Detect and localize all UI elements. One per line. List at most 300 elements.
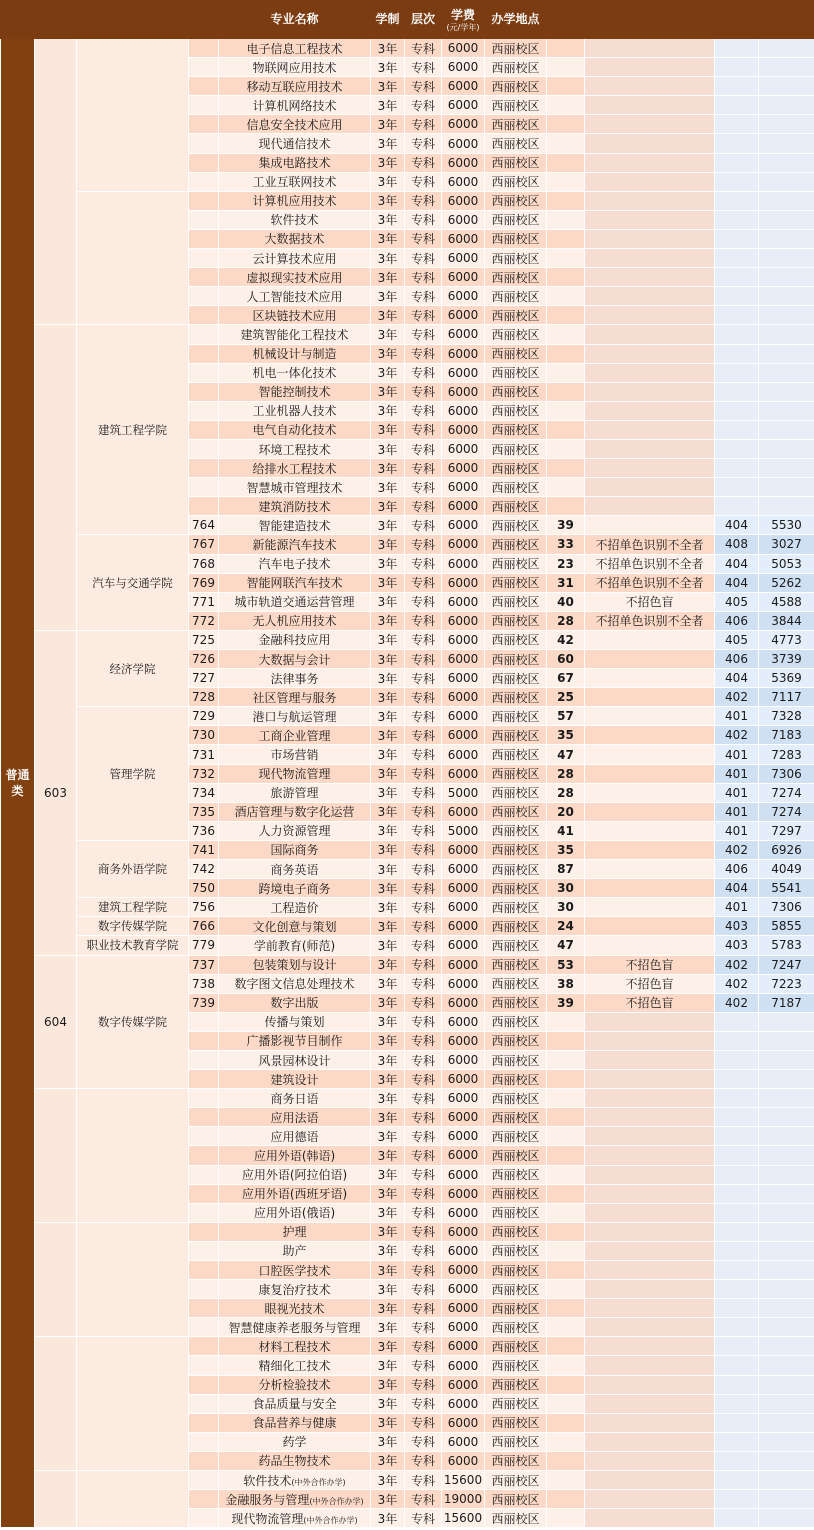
- tuition-fee: 6000: [442, 611, 485, 630]
- restriction-note: [585, 650, 715, 669]
- min-rank: 5783: [759, 936, 814, 955]
- restriction-note: [585, 1031, 715, 1050]
- duration: 3年: [371, 707, 405, 726]
- major-name: 工业机器人技术: [219, 401, 371, 420]
- tuition-fee: 6000: [442, 1413, 485, 1432]
- plan-count: 39: [547, 516, 585, 535]
- level: 专科: [405, 115, 442, 134]
- min-score: [715, 1509, 759, 1528]
- restriction-note: [585, 325, 715, 344]
- table-row: [1, 1089, 814, 1108]
- major-code: [189, 1050, 219, 1069]
- campus: 西丽校区: [485, 1184, 547, 1203]
- major-code: [189, 1337, 219, 1356]
- major-name: 建筑设计: [219, 1070, 371, 1089]
- major-code: 742: [189, 860, 219, 879]
- plan-count: [547, 439, 585, 458]
- major-code: [189, 1432, 219, 1451]
- level: 专科: [405, 1451, 442, 1470]
- restriction-note: [585, 210, 715, 229]
- group-code-cell: 603: [35, 630, 77, 955]
- restriction-note: 不招色盲: [585, 955, 715, 974]
- tuition-fee: 6000: [442, 58, 485, 77]
- restriction-note: [585, 1108, 715, 1127]
- restriction-note: 不招色盲: [585, 974, 715, 993]
- plan-count: [547, 134, 585, 153]
- min-score: [715, 306, 759, 325]
- min-rank: [759, 1241, 814, 1260]
- campus: 西丽校区: [485, 783, 547, 802]
- plan-count: [547, 325, 585, 344]
- min-rank: [759, 1299, 814, 1318]
- level: 专科: [405, 306, 442, 325]
- plan-count: [547, 153, 585, 172]
- campus: 西丽校区: [485, 268, 547, 287]
- major-name: 数字图文信息处理技术: [219, 974, 371, 993]
- level: 专科: [405, 39, 442, 58]
- major-name: 法律事务: [219, 669, 371, 688]
- min-score: 404: [715, 554, 759, 573]
- plan-count: 28: [547, 783, 585, 802]
- min-rank: [759, 172, 814, 191]
- restriction-note: 不招色盲: [585, 592, 715, 611]
- campus: 西丽校区: [485, 1261, 547, 1280]
- major-code: 728: [189, 688, 219, 707]
- campus: 西丽校区: [485, 707, 547, 726]
- duration: 3年: [371, 917, 405, 936]
- min-rank: [759, 96, 814, 115]
- restriction-note: [585, 172, 715, 191]
- level: 专科: [405, 420, 442, 439]
- min-rank: [759, 287, 814, 306]
- major-name: 云计算技术应用: [219, 249, 371, 268]
- plan-count: [547, 1337, 585, 1356]
- major-code: [189, 1089, 219, 1108]
- college-cell: 管理学院: [77, 707, 189, 841]
- major-name: 机电一体化技术: [219, 363, 371, 382]
- min-score: [715, 1337, 759, 1356]
- major-code: [189, 1509, 219, 1528]
- min-rank: [759, 77, 814, 96]
- duration: 3年: [371, 77, 405, 96]
- level: 专科: [405, 879, 442, 898]
- min-score: [715, 1375, 759, 1394]
- major-name: 新能源汽车技术: [219, 535, 371, 554]
- duration: 3年: [371, 1280, 405, 1299]
- min-score: 401: [715, 745, 759, 764]
- min-score: [715, 210, 759, 229]
- duration: 3年: [371, 1146, 405, 1165]
- min-rank: [759, 1337, 814, 1356]
- major-code: 725: [189, 630, 219, 649]
- campus: 西丽校区: [485, 420, 547, 439]
- level: 专科: [405, 325, 442, 344]
- major-name: 药学: [219, 1432, 371, 1451]
- level: 专科: [405, 650, 442, 669]
- min-score: 401: [715, 707, 759, 726]
- min-score: [715, 1280, 759, 1299]
- campus: 西丽校区: [485, 1203, 547, 1222]
- plan-count: 35: [547, 840, 585, 859]
- min-rank: 7183: [759, 726, 814, 745]
- plan-count: 39: [547, 993, 585, 1012]
- min-score: [715, 58, 759, 77]
- restriction-note: [585, 58, 715, 77]
- header-row: [1, 1, 814, 39]
- tuition-fee: 6000: [442, 650, 485, 669]
- min-rank: [759, 1490, 814, 1509]
- restriction-note: [585, 497, 715, 516]
- major-code: 750: [189, 879, 219, 898]
- min-rank: [759, 1203, 814, 1222]
- plan-count: [547, 1108, 585, 1127]
- table-row: [1, 917, 814, 936]
- min-score: [715, 1184, 759, 1203]
- duration: 3年: [371, 1050, 405, 1069]
- min-rank: [759, 1050, 814, 1069]
- level: 专科: [405, 363, 442, 382]
- major-name: 建筑消防技术: [219, 497, 371, 516]
- major-name: 计算机网络技术: [219, 96, 371, 115]
- tuition-fee: 15600: [442, 1509, 485, 1528]
- college-cell: [77, 39, 189, 192]
- min-rank: [759, 153, 814, 172]
- duration: 3年: [371, 439, 405, 458]
- min-score: 402: [715, 993, 759, 1012]
- campus: 西丽校区: [485, 1222, 547, 1241]
- level: 专科: [405, 1184, 442, 1203]
- major-code: [189, 344, 219, 363]
- campus: 西丽校区: [485, 58, 547, 77]
- restriction-note: [585, 1184, 715, 1203]
- major-code: 767: [189, 535, 219, 554]
- major-name: 跨境电子商务: [219, 879, 371, 898]
- min-rank: 7328: [759, 707, 814, 726]
- duration: 3年: [371, 669, 405, 688]
- campus: 西丽校区: [485, 1394, 547, 1413]
- plan-count: [547, 229, 585, 248]
- campus: 西丽校区: [485, 439, 547, 458]
- duration: 3年: [371, 516, 405, 535]
- level: 专科: [405, 669, 442, 688]
- min-score: 406: [715, 860, 759, 879]
- plan-count: [547, 77, 585, 96]
- restriction-note: [585, 802, 715, 821]
- campus: 西丽校区: [485, 1146, 547, 1165]
- plan-count: [547, 1261, 585, 1280]
- plan-count: [547, 172, 585, 191]
- duration: 3年: [371, 726, 405, 745]
- restriction-note: [585, 1089, 715, 1108]
- major-name: 食品质量与安全: [219, 1394, 371, 1413]
- min-rank: 7187: [759, 993, 814, 1012]
- campus: 西丽校区: [485, 96, 547, 115]
- header-name: 专业名称: [219, 1, 371, 39]
- campus: 西丽校区: [485, 249, 547, 268]
- duration: 3年: [371, 420, 405, 439]
- duration: 3年: [371, 650, 405, 669]
- min-rank: 6926: [759, 840, 814, 859]
- major-name: 物联网应用技术: [219, 58, 371, 77]
- min-rank: [759, 1471, 814, 1490]
- major-name: 移动互联应用技术: [219, 77, 371, 96]
- category-cell: 普通类: [1, 39, 35, 1528]
- level: 专科: [405, 1471, 442, 1490]
- major-name: 护理: [219, 1222, 371, 1241]
- min-score: [715, 191, 759, 210]
- min-rank: [759, 363, 814, 382]
- campus: 西丽校区: [485, 1031, 547, 1050]
- plan-count: [547, 459, 585, 478]
- major-code: 739: [189, 993, 219, 1012]
- min-rank: [759, 325, 814, 344]
- campus: 西丽校区: [485, 191, 547, 210]
- restriction-note: [585, 1432, 715, 1451]
- min-score: [715, 478, 759, 497]
- tuition-fee: 6000: [442, 382, 485, 401]
- min-score: [715, 1108, 759, 1127]
- restriction-note: [585, 1509, 715, 1528]
- duration: 3年: [371, 1432, 405, 1451]
- major-name: 建筑智能化工程技术: [219, 325, 371, 344]
- min-rank: [759, 497, 814, 516]
- header-rank: [759, 1, 814, 39]
- min-rank: [759, 1280, 814, 1299]
- level: 专科: [405, 764, 442, 783]
- min-score: 402: [715, 726, 759, 745]
- duration: 3年: [371, 1031, 405, 1050]
- major-name: 风景园林设计: [219, 1050, 371, 1069]
- table-row: [1, 955, 814, 974]
- level: 专科: [405, 573, 442, 592]
- min-score: [715, 1356, 759, 1375]
- level: 专科: [405, 96, 442, 115]
- min-score: [715, 1012, 759, 1031]
- min-rank: [759, 1108, 814, 1127]
- restriction-note: [585, 821, 715, 840]
- campus: 西丽校区: [485, 325, 547, 344]
- campus: 西丽校区: [485, 1108, 547, 1127]
- level: 专科: [405, 821, 442, 840]
- major-code: 731: [189, 745, 219, 764]
- major-name-text: 金融服务与管理: [225, 1492, 310, 1507]
- campus: 西丽校区: [485, 1432, 547, 1451]
- plan-count: [547, 1451, 585, 1470]
- restriction-note: [585, 1375, 715, 1394]
- campus: 西丽校区: [485, 688, 547, 707]
- campus: 西丽校区: [485, 134, 547, 153]
- tuition-fee: 6000: [442, 879, 485, 898]
- restriction-note: [585, 401, 715, 420]
- major-name: 智能控制技术: [219, 382, 371, 401]
- min-score: [715, 1241, 759, 1260]
- plan-count: [547, 210, 585, 229]
- college-cell: 职业技术教育学院: [77, 936, 189, 955]
- major-code: 727: [189, 669, 219, 688]
- plan-count: [547, 1394, 585, 1413]
- major-code: [189, 1241, 219, 1260]
- min-score: [715, 96, 759, 115]
- min-rank: [759, 1165, 814, 1184]
- min-rank: [759, 39, 814, 58]
- campus: 西丽校区: [485, 573, 547, 592]
- level: 专科: [405, 439, 442, 458]
- min-rank: 7117: [759, 688, 814, 707]
- duration: 3年: [371, 1299, 405, 1318]
- campus: 西丽校区: [485, 860, 547, 879]
- level: 专科: [405, 1261, 442, 1280]
- min-rank: 3844: [759, 611, 814, 630]
- min-rank: [759, 1222, 814, 1241]
- plan-count: [547, 1070, 585, 1089]
- restriction-note: [585, 917, 715, 936]
- plan-count: [547, 306, 585, 325]
- major-name-text: 现代物流管理: [231, 1511, 304, 1526]
- major-code: 769: [189, 573, 219, 592]
- min-rank: [759, 1318, 814, 1337]
- major-code: [189, 1413, 219, 1432]
- table-row: [1, 840, 814, 859]
- major-name: 传播与策划: [219, 1012, 371, 1031]
- major-code: [189, 191, 219, 210]
- campus: 西丽校区: [485, 1375, 547, 1394]
- plan-count: 47: [547, 936, 585, 955]
- plan-count: [547, 1432, 585, 1451]
- min-score: 404: [715, 879, 759, 898]
- major-code: 736: [189, 821, 219, 840]
- campus: 西丽校区: [485, 917, 547, 936]
- major-name: 港口与航运管理: [219, 707, 371, 726]
- campus: 西丽校区: [485, 1471, 547, 1490]
- major-name: 应用外语(西班牙语): [219, 1184, 371, 1203]
- level: 专科: [405, 459, 442, 478]
- major-code: [189, 1451, 219, 1470]
- major-name: 商务日语: [219, 1089, 371, 1108]
- restriction-note: [585, 1012, 715, 1031]
- major-code: [189, 1203, 219, 1222]
- min-rank: 4588: [759, 592, 814, 611]
- level: 专科: [405, 592, 442, 611]
- header-category: [1, 1, 35, 39]
- min-rank: [759, 249, 814, 268]
- level: 专科: [405, 1203, 442, 1222]
- plan-count: 67: [547, 669, 585, 688]
- restriction-note: [585, 1070, 715, 1089]
- major-name: 商务英语: [219, 860, 371, 879]
- tuition-fee: 6000: [442, 1203, 485, 1222]
- plan-count: [547, 363, 585, 382]
- duration: 3年: [371, 1318, 405, 1337]
- level: 专科: [405, 554, 442, 573]
- college-cell: [77, 1471, 189, 1528]
- restriction-note: [585, 420, 715, 439]
- restriction-note: [585, 840, 715, 859]
- major-name: 精细化工技术: [219, 1356, 371, 1375]
- major-code: [189, 210, 219, 229]
- duration: 3年: [371, 210, 405, 229]
- duration: 3年: [371, 497, 405, 516]
- header-score: [715, 1, 759, 39]
- major-name: 汽车电子技术: [219, 554, 371, 573]
- plan-count: [547, 249, 585, 268]
- campus: 西丽校区: [485, 1089, 547, 1108]
- table-row: [1, 1471, 814, 1490]
- major-code: 741: [189, 840, 219, 859]
- level: 专科: [405, 287, 442, 306]
- duration: 3年: [371, 459, 405, 478]
- major-code: [189, 325, 219, 344]
- duration: 3年: [371, 535, 405, 554]
- level: 专科: [405, 58, 442, 77]
- level: 专科: [405, 802, 442, 821]
- plan-count: [547, 58, 585, 77]
- min-rank: 3027: [759, 535, 814, 554]
- min-rank: [759, 344, 814, 363]
- min-rank: [759, 459, 814, 478]
- major-code: 772: [189, 611, 219, 630]
- restriction-note: [585, 1146, 715, 1165]
- tuition-fee: 6000: [442, 459, 485, 478]
- tuition-fee: 6000: [442, 802, 485, 821]
- duration: 3年: [371, 229, 405, 248]
- plan-count: [547, 1280, 585, 1299]
- restriction-note: [585, 1222, 715, 1241]
- duration: 3年: [371, 1471, 405, 1490]
- level: 专科: [405, 1509, 442, 1528]
- tuition-fee: 6000: [442, 1451, 485, 1470]
- major-code: [189, 1146, 219, 1165]
- min-rank: [759, 1070, 814, 1089]
- min-score: [715, 401, 759, 420]
- min-rank: [759, 1509, 814, 1528]
- min-score: [715, 1127, 759, 1146]
- level: 专科: [405, 1127, 442, 1146]
- plan-count: 28: [547, 611, 585, 630]
- level: 专科: [405, 77, 442, 96]
- major-code: [189, 172, 219, 191]
- restriction-note: [585, 39, 715, 58]
- major-code: [189, 382, 219, 401]
- major-code: 732: [189, 764, 219, 783]
- plan-count: 47: [547, 745, 585, 764]
- group-code-cell: [35, 1089, 77, 1223]
- campus: 西丽校区: [485, 1050, 547, 1069]
- tuition-fee: 6000: [442, 39, 485, 58]
- tuition-fee: 6000: [442, 77, 485, 96]
- major-name: 机械设计与制造: [219, 344, 371, 363]
- restriction-note: [585, 879, 715, 898]
- min-score: [715, 497, 759, 516]
- tuition-fee: 6000: [442, 420, 485, 439]
- major-name: 酒店管理与数字化运营: [219, 802, 371, 821]
- level: 专科: [405, 249, 442, 268]
- major-code: [189, 1394, 219, 1413]
- campus: 西丽校区: [485, 592, 547, 611]
- plan-count: 35: [547, 726, 585, 745]
- tuition-fee: 6000: [442, 1280, 485, 1299]
- level: 专科: [405, 478, 442, 497]
- min-rank: [759, 420, 814, 439]
- duration: 3年: [371, 936, 405, 955]
- tuition-fee: 15600: [442, 1471, 485, 1490]
- min-score: 401: [715, 783, 759, 802]
- duration: 3年: [371, 1337, 405, 1356]
- restriction-note: [585, 134, 715, 153]
- restriction-note: [585, 77, 715, 96]
- tuition-fee: 6000: [442, 1394, 485, 1413]
- min-score: [715, 344, 759, 363]
- min-rank: 5369: [759, 669, 814, 688]
